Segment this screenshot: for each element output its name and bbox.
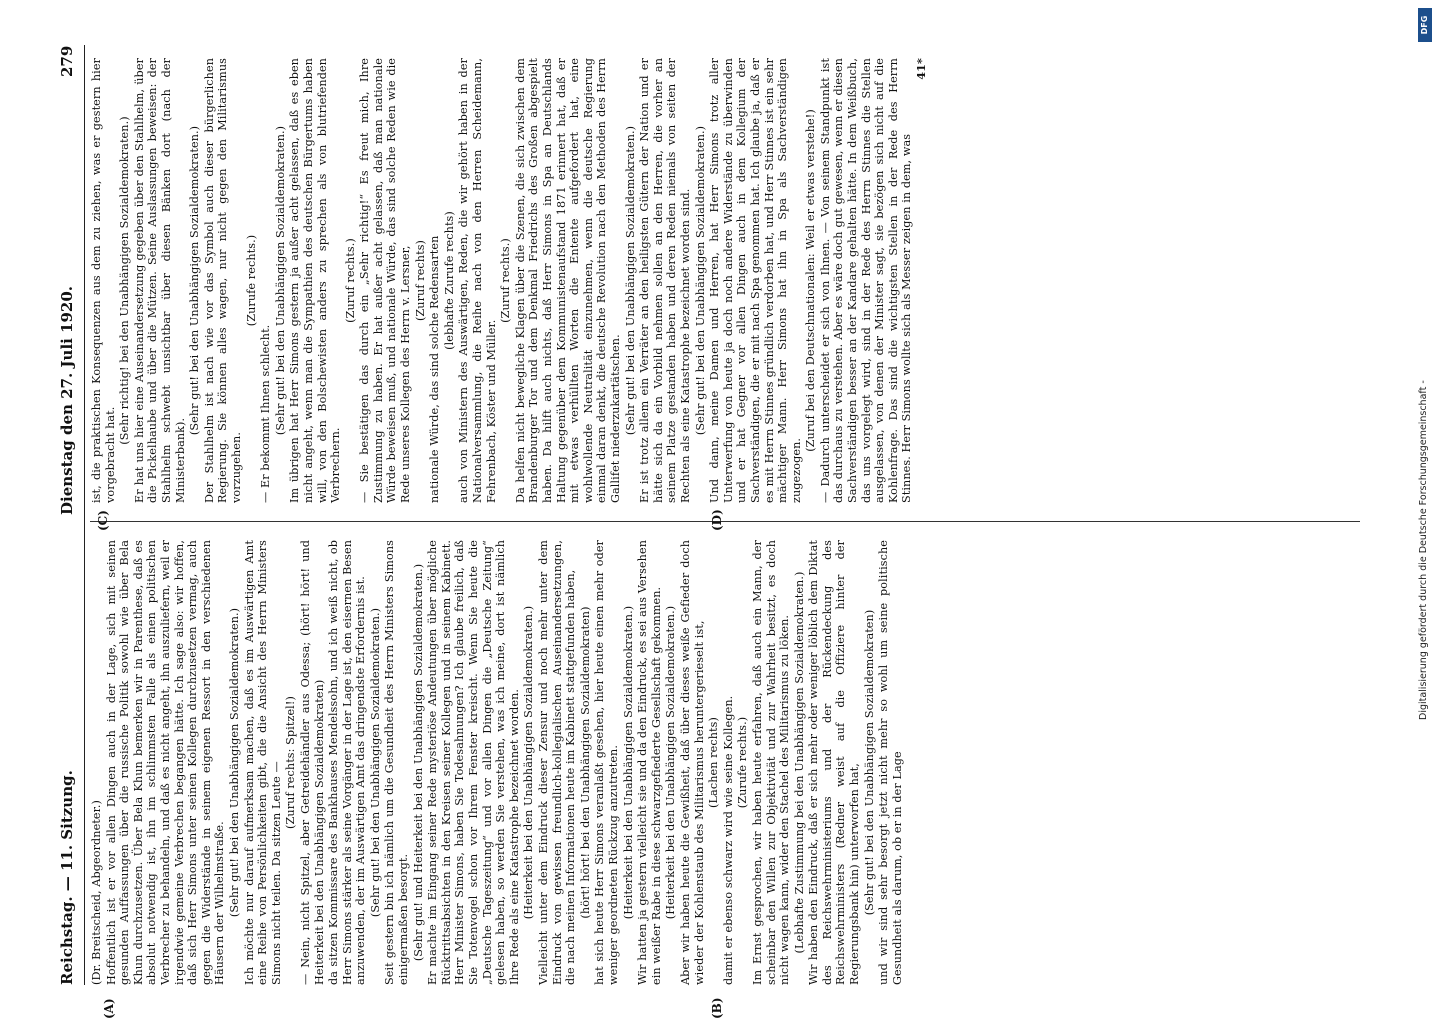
paragraph: Er machte im Eingang seiner Rede mysteriöse Andeutungen über mögliche Rücktrittsabsichten in den Kreisen seiner Kollegen und in seinem Kabinett. Herr Minister Simons, haben Sie Todesahnungen? Ich glaube freilich, daß Sie Totenvogel schon vor Ihrem Fenster kreischt. Wenn Sie heute die „Deutsche Tageszeitung“ und vor allen Dingen die „Deutsche Zeitung“ gelesen haben, so werden Sie verstehen, was ich meine, dort ist nämlich Ihre Rede als eine Katastrophe bezeichnet worden. [426, 540, 521, 985]
paragraph: Im Ernst gesprochen, wir haben heute erfahren, daß auch ein Mann, der scheinbar den Willen zur Objektivität und zur Wahrheit besitzt, es doch nicht wagen kann, wider den Stachel des Militarismus zu löken. [751, 540, 792, 985]
paragraph: Vielleicht unter dem Eindruck dieser Zensur und noch mehr unter dem Eindruck von gewissen freundlich-kollegialischen Auseinandersetzungen, die nach meinen Informationen heute im Kabinett stattgefunden haben, [537, 540, 578, 985]
interjection: (Zuruf rechts.) [344, 58, 358, 503]
column-right [90, 58, 930, 503]
interjection: (Lachen rechts) [707, 540, 721, 985]
margin-marker-a: (A) [102, 998, 116, 1019]
interjection: (Zuruf rechts) [414, 58, 428, 503]
paragraph: Da helfen nicht bewegliche Klagen über die Szenen, die sich zwischen dem Brandenburger Tor und dem Denkmal Friedrichs des Großen abgespielt haben. Da hilft auch nichts, daß Herr Simons in Spa an Deutschlands Haltung gegenüber dem Kommunistenaufstand 1871 erinnert hat, daß er mit etwas verhüllten Worten die Entente aufgefordert hat, eine wohlwollende Neutralität einzunehmen, wenn die deutsche Regierung einmal daran denkt, die deutsche Revolution nach den Methoden des Herrn Gallifet niederzukartätschen. [514, 58, 623, 503]
paragraph: und wir sind sehr besorgt jetzt nicht mehr so wohl um seine politische Gesundheit als darum, ob er in der Lage [877, 540, 904, 985]
interjection: (Sehr gut! bei den Unabhängigen Sozialdemokraten.) [694, 58, 708, 503]
interjection: (Heiterkeit bei den Unabhängigen Sozialdemokraten.) [522, 540, 536, 985]
header-center: Dienstag den 27. Juli 1920. [58, 286, 76, 515]
margin-marker-c: (C) [96, 510, 110, 531]
interjection: (Sehr gut! bei den Unabhängigen Sozialdemokraten.) [228, 540, 242, 985]
interjection: (Zurufe rechts.) [245, 58, 259, 503]
interjection: (Zuruf rechts: Spitzel!) [284, 540, 298, 985]
paragraph: Aber wir haben heute die Gewißheit, daß über dieses weiße Gefieder doch wieder der Kohlenstaub des Militarismus heruntergerieselt ist, [679, 540, 706, 985]
paragraph: Und dann, meine Damen und Herren, hat Herr Simons trotz aller Unterwerfung von heute ja doch noch andere Widerstände zu überwinden und er hat Gegner vor allen Dingen auch in dem Kollegium der Sachverständigen, die er mit nach Spa genommen hat. Ich glaube ja, daß er es mit Herrn Stinnes gründlich verdorben hat, und Herr Stinnes ist ein sehr mächtiger Mann. Herr Simons hat ihn in Spa als Sachverständigen zugezogen. [708, 58, 803, 503]
paragraph: nationale Würde, das sind solche Redensarten [428, 58, 442, 503]
paragraph: Der Stahlhelm ist nach wie vor das Symbol auch dieser bürgerlichen Regierung. Sie können alles wagen, nur nicht gegen den Militarismus vorzugehen. [203, 58, 244, 503]
interjection: (Zuruf rechts.) [499, 58, 513, 503]
paragraph: — Sie bestätigen das durch ein „Sehr richtig!“ Es freut mich, Ihre Zustimmung zu haben. Er hat außer acht gelassen, daß man nationale Würde beweisen muß, und nationale Würde, das sind solche Reden wie die Rede unseres Kollegen des Herrn v. Lersner, [358, 58, 412, 503]
paragraph: — Er bekommt Ihnen schlecht. [259, 58, 273, 503]
paragraph: (Dr. Breitscheid, Abgeordneter.) [90, 540, 104, 985]
interjection: (Zurufe rechts.) [736, 540, 750, 985]
signature-mark: 41* [915, 58, 929, 503]
column-left [90, 540, 905, 985]
interjection: (Sehr gut! bei den Unabhängigen Sozialdemokraten.) [369, 540, 383, 985]
interjection: (lebhafte Zurufe rechts) [443, 58, 457, 503]
side-credit [1418, 300, 1432, 720]
paragraph: Ich möchte nur darauf aufmerksam machen, daß es im Auswärtigen Amt eine Reihe von Persönlichkeiten gibt, die die Ansicht des Herrn Ministers Simons nicht teilen. Da sitzen Leute — [243, 540, 284, 985]
paragraph: ist, die praktischen Konsequenzen aus dem zu ziehen, was er gestern hier vorgebracht hat. [90, 58, 117, 503]
paragraph: Er hat uns hier eine Auseinandersetzung gegeben über den Stahlhelm, über die Pickelhaube und über die Mützen. Seine Auslassungen beweisen: der Stahlhelm schwebt unsichtbar über diesen Bänken dort (nach der Ministerbank). [133, 58, 187, 503]
paragraph: Er ist trotz allem ein Verräter an den heiligsten Gütern der Nation und er hätte sich da ein Vorbild nehmen sollen an den Herren, die vorher an seinem Platze gestanden haben und deren Reden niemals von seiten der Rechten als eine Katastrophe bezeichnet worden sind. [638, 58, 692, 503]
interjection: (Sehr gut! bei den Unabhängigen Sozialdemokraten.) [624, 58, 638, 503]
scanned-page [50, 45, 1405, 985]
side-credit-text: Digitalisierung gefördert durch die Deutsche Forschungsgemeinschaft - [1418, 300, 1432, 720]
rotated-page-content [50, 45, 1405, 985]
interjection: (Sehr gut! bei den Unabhängigen Sozialdemokraten.) [188, 58, 202, 503]
paragraph: damit er ebenso schwarz wird wie seine Kollegen. [722, 540, 736, 985]
paragraph: auch von Ministern des Auswärtigen, Reden, die wir gehört haben in der Nationalversammlung, die Reihe nach von den Herren Scheidemann, Fehrenbach, Köster und Müller. [457, 58, 498, 503]
paragraph: — Nein, nicht Spitzel, aber Getreidehändler aus Odessa; (hört! hört! und Heiterkeit bei den Unabhängigen Sozialdemokraten) [299, 540, 326, 985]
paragraph: — Dadurch unterscheidet er sich von Ihnen. — Von seinem Standpunkt ist das durchaus zu verstehen. Aber es wäre doch gut gewesen, wenn er diesen Sachverständigen besser an der Kandare gehalten hätte. In dem Weißbuch, das uns vorgelegt wird, sind in der Rede des Herrn Stinnes die Stellen ausgelassen, von denen der Minister sagt, sie bezögen sich nicht auf die Kohlenfrage. Das sind die wichtigsten Stellen in der Rede des Herrn Stinnes. Herr Simons wollte sich als Messer zeigen in dem, was [819, 58, 914, 503]
interjection: (Sehr gut! bei den Unabhängigen Sozialdemokraten.) [274, 58, 288, 503]
dfg-logo [1418, 8, 1432, 42]
paragraph: Seit gestern bin ich nämlich um die Gesundheit des Herrn Ministers Simons einigermaßen besorgt. [383, 540, 410, 985]
paragraph: Hoffentlich ist er vor allen Dingen auch in der Lage, sich mit seinen gesunden Auffassungen über die russische Politik sowohl wie über Bela Khun durchzusetzen. Über Bela Khun bemerken wir in Parenthese, daß es absolut notwendig ist, ihn im schlimmsten Falle als einen politischen Verbrecher zu behandeln, und daß es nicht angeht, ihn auszuliefern, weil er irgendwie gemeine Verbrechen begangen hätte. Ich sage also: wir hoffen, daß sich Herr Simons unter seinen Kollegen durchzusetzen vermag, auch gegen die Widerstände in seinem eigenen Ressort in den verschiedenen Häusern der Wilhelmstraße. [105, 540, 227, 985]
paragraph: da sitzen Kommissare des Bankhauses Mendelssohn, und ich weiß nicht, ob Herr Simons stärker als seine Vorgänger in der Lage ist, den eisernen Besen anzuwenden, der im Auswärtigen Amt das dringendste Erfordernis ist. [327, 540, 368, 985]
column-divider [90, 521, 1360, 522]
interjection: (Heiterkeit bei den Unabhängigen Sozialdemokraten.) [622, 540, 636, 985]
paragraph: Wir hatten ja gestern vielleicht sie und da den Eindruck, es sei aus Versehen ein weißer Rabe in diese schwarzgefiederte Gesellschaft gekommen. [636, 540, 663, 985]
page-number: 279 [58, 46, 76, 77]
header-left: Reichstag. — 11. Sitzung. [58, 770, 76, 985]
paragraph: hat sich heute Herr Simons veranlaßt gesehen, hier heute einen mehr oder weniger geordneten Rückzug anzutreten. [593, 540, 620, 985]
interjection: (hört! hört! bei den Unabhängigen Sozialdemokraten) [579, 540, 593, 985]
interjection: (Sehr gut! bei den Unabhängigen Sozialdemokraten) [863, 540, 877, 985]
interjection: (Heiterkeit bei den Unabhängigen Sozialdemokraten.) [664, 540, 678, 985]
dfg-logo-text: DFG [1418, 8, 1432, 42]
interjection: (Lebhafte Zustimmung bei den Unabhängigen Sozialdemokraten.) [793, 540, 807, 985]
interjection: (Sehr gut! und Heiterkeit bei den Unabhängigen Sozialdemokraten.) [412, 540, 426, 985]
margin-marker-d: (D) [710, 509, 724, 531]
interjection: (Zuruf bei den Deutschnationalen: Weil er etwas verstehe!) [804, 58, 818, 503]
paragraph: Wir haben den Eindruck, daß er sich mehr oder weniger löblich dem Diktat des Reichswehrministeriums und der Rückendeckung des Reichswehrministers (Redner weist auf die Offiziere hinter der Regierungsbank hin) unterworfen hat, [807, 540, 861, 985]
page-header [50, 45, 85, 985]
paragraph: Im übrigen hat Herr Simons gestern ja außer acht gelassen, daß es eben nicht angeht, wenn man die Sympathien des deutschen Bürgertums haben will, von den Bolschewisten anders zu sprechen als von blutriefenden Verbrechern. [288, 58, 342, 503]
interjection: (Sehr richtig! bei den Unabhängigen Sozialdemokraten.) [118, 58, 132, 503]
margin-marker-b: (B) [710, 998, 724, 1019]
